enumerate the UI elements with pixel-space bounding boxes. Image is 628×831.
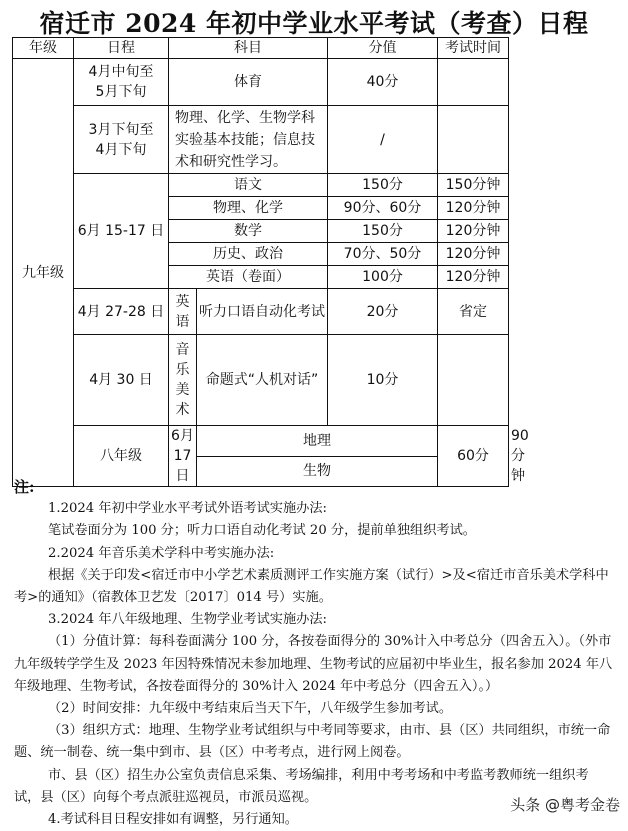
date-cell: 4月 27-28 日 bbox=[74, 289, 169, 335]
subject-cell: 历史、政治 bbox=[169, 243, 328, 266]
score-cell: 150分 bbox=[328, 220, 438, 243]
table-row bbox=[13, 174, 509, 197]
subject-cell: 物理、化学、生物学科实验基本技能；信息技术和研究性学习。 bbox=[169, 106, 328, 174]
header-time: 考试时间 bbox=[438, 38, 509, 59]
header-subject: 科目 bbox=[169, 38, 328, 59]
time-cell: 120分钟 bbox=[438, 243, 509, 266]
table-row bbox=[13, 106, 509, 174]
score-cell: 70分、50分 bbox=[328, 243, 438, 266]
header-grade: 年级 bbox=[13, 38, 74, 59]
subject-cell: 地理 bbox=[197, 426, 438, 457]
note-line: 笔试卷面分为 100 分；听力口语自动化考试 20 分，提前单独组织考试。 bbox=[48, 523, 476, 539]
note-line: 4.考试科目日程安排如有调整，另行通知。 bbox=[48, 812, 298, 828]
note-line: 1.2024 年初中学业水平考试外语考试实施办法: bbox=[48, 501, 327, 517]
category-cell: 音乐美术 bbox=[169, 335, 197, 426]
header-date: 日程 bbox=[74, 38, 169, 59]
score-cell: 100分 bbox=[328, 266, 438, 289]
note-line: （3）组织方式：地理、生物学业考试组织与中考同等要求，由市、县（区）共同组织，市统一命题、统一制卷、统一集中到市、县（区）中考考点，进行网上阅卷。 bbox=[14, 723, 611, 761]
score-cell: / bbox=[328, 106, 438, 174]
time-cell bbox=[438, 335, 509, 426]
score-cell: 90分、60分 bbox=[328, 197, 438, 220]
note-line: 3.2024 年八年级地理、生物学业考试实施办法: bbox=[48, 612, 327, 628]
subject-cell: 生物 bbox=[197, 456, 438, 487]
category-cell: 英语 bbox=[169, 289, 197, 335]
subject-cell: 语文 bbox=[169, 174, 328, 197]
score-cell: 10分 bbox=[328, 335, 438, 426]
notes-label: 注: bbox=[14, 478, 35, 496]
table-row bbox=[13, 289, 509, 335]
table-row: 八年级 6月 17 日 地理 60分 90分钟 bbox=[13, 426, 509, 457]
subject-cell: 命题式“人机对话” bbox=[197, 335, 328, 426]
time-cell: 省定 bbox=[438, 289, 509, 335]
subject-cell: 英语（卷面） bbox=[169, 266, 328, 289]
time-cell: 120分钟 bbox=[438, 220, 509, 243]
score-cell: 60分 bbox=[438, 426, 509, 487]
table-row bbox=[13, 59, 509, 106]
note-line: （1）分值计算：每科卷面满分 100 分，各按卷面得分的 30%计入中考总分（四舍五入）。（外市九年级转学学生及 2023 年因特殊情况未参加地理、生物考试的应届初中毕业生，报名参加 2024 年八年级地理、生物考试，各按卷面得分的 30%计入 2024 年中考总分（四舍五入）。） bbox=[14, 634, 613, 694]
time-cell bbox=[438, 59, 509, 106]
note-line: （2）时间安排：九年级中考结束后当天下午，八年级学生参加考试。 bbox=[48, 701, 453, 717]
time-cell bbox=[438, 106, 509, 174]
score-cell: 20分 bbox=[328, 289, 438, 335]
subject-cell: 听力口语自动化考试 bbox=[197, 289, 328, 335]
score-cell: 40分 bbox=[328, 59, 438, 106]
date-cell: 4月 30 日 bbox=[74, 335, 169, 426]
header-score: 分值 bbox=[328, 38, 438, 59]
subject-cell: 物理、化学 bbox=[169, 197, 328, 220]
time-cell: 150分钟 bbox=[438, 174, 509, 197]
time-cell: 120分钟 bbox=[438, 197, 509, 220]
page-title: 宿迁市 2024 年初中学业水平考试（考查）日程 bbox=[39, 9, 589, 38]
score-cell: 150分 bbox=[328, 174, 438, 197]
table-header-row bbox=[13, 38, 509, 59]
note-line: 2.2024 年音乐美术学科中考实施办法: bbox=[48, 545, 275, 561]
date-cell: 6月 15-17 日 bbox=[74, 174, 169, 289]
grade8-cell: 八年级 bbox=[74, 426, 169, 487]
note-line: 市、县（区）招生办公室负责信息采集、考场编排，利用中考考场和中考监考教师统一组织考试，县（区）向每个考点派驻巡视员，市派员巡视。 bbox=[14, 767, 589, 805]
grade9-cell: 九年级 bbox=[13, 59, 74, 487]
watermark: 头条 @粤考金卷 bbox=[510, 796, 620, 814]
date-cell: 4月中旬至5月下旬 bbox=[74, 59, 169, 106]
subject-cell: 数学 bbox=[169, 220, 328, 243]
date-cell: 6月 17 日 bbox=[169, 426, 197, 487]
note-line: 根据《关于印发<宿迁市中小学艺术素质测评工作实施方案（试行）>及<宿迁市音乐美术学科中考>的通知》（宿教体卫艺发〔2017〕014 号）实施。 bbox=[14, 567, 609, 606]
table-row bbox=[13, 335, 509, 426]
subject-cell: 体育 bbox=[169, 59, 328, 106]
schedule-table bbox=[12, 37, 529, 487]
date-cell: 3月下旬至4月下旬 bbox=[74, 106, 169, 174]
notes-section bbox=[14, 476, 614, 831]
time-cell: 120分钟 bbox=[438, 266, 509, 289]
